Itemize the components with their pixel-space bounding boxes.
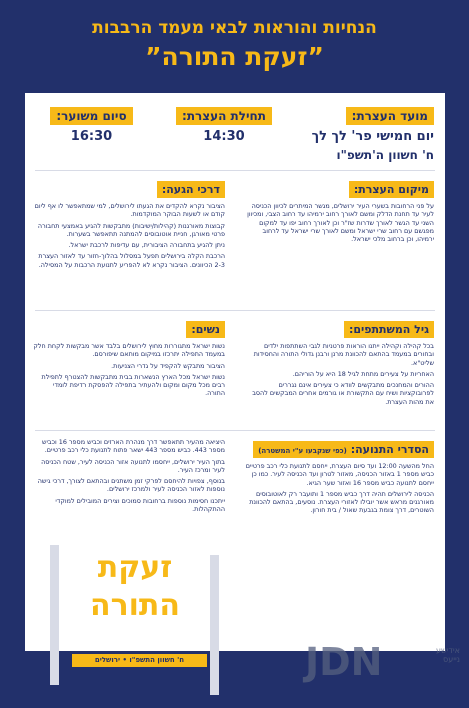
title-line2: ”זעקת התורה” (145, 42, 324, 71)
age-label: גיל המשתתפים: (344, 321, 434, 338)
jdn-watermark-sub (400, 646, 460, 664)
women-item: נשות ישראל מתגוררות מחוץ לירושלים בלבד אשר מבקשות לקחת חלק במעמד התפילה יתרכזו במיקום מותאם שיפורסם. (33, 342, 225, 359)
location-section (244, 178, 434, 243)
divider (35, 310, 435, 311)
access-item: הרכבת הקלה בירושלים תפעל במסלול בהלוך-חזור עד לאזור העצרת 2-3 הכיוונים. הציבור נקרא לא להפריע לתנועת הרכבות על המסילה. (38, 252, 225, 269)
logo-line5: ח' חשוון התשפ"ו • ירושלים (72, 654, 207, 667)
traffic-section (239, 438, 434, 518)
women-item: נשות ישראל מכל הארץ הנשארות בבית מתבקשות להצטרף לתפילת רבים מכל מקום ומקום ולהעתיר בתפילה להפסקת רדיפת לומדי התורה. (41, 372, 225, 398)
age-section (244, 318, 434, 409)
end-value: 16:30 (70, 129, 113, 144)
logo-line2: התורה (89, 588, 181, 623)
access-label: דרכי הגעה: (157, 181, 225, 198)
start-label: תחילת העצרת: (176, 107, 272, 125)
traffic-note: (כפי שנקבעו ע"י המשטרה) (258, 447, 347, 455)
divider (35, 430, 435, 431)
traffic2-item: היציאה מהעיר תתאפשר דרך מנהרת הארזים וכביש מספר 16 וכביש מספר 443. כביש מספר 443 ישאר פתוח לתנועת כלי רכב פרטיים. (41, 438, 225, 455)
jdn-watermark: JDN (305, 640, 383, 684)
title-line1: הנחיות והוראות לבאי מעמד הרבבות (92, 18, 377, 38)
women-section (33, 318, 225, 401)
access-item: קבוצות מאורגנות (קהילות/ישיבות) מתבקשות להגיע באמצעי תחבורה פרטי מאורגן, חניית אוטובוסים להמתנה תתאפשר בשערות. (37, 221, 225, 238)
women-label: נשים: (186, 321, 225, 338)
age-item: האחריות על צעירים מתחת לגיל 18 היא על הוריהם. (292, 369, 434, 378)
logo-line3: מעמד רבבות אלפי ישראל (81, 626, 189, 636)
access-item: ניתן להגיע בתחבורה הציבורית, עם עדיפות לרכבת ישראל. (68, 241, 225, 250)
traffic-label (253, 441, 434, 458)
start-value: 14:30 (203, 129, 245, 144)
info-date (294, 105, 434, 162)
age-item: ההורים והמחנכים מתבקשים לוודא כי צעירים אינם נגררים לפרובוקציות ושיח עם התקשורת או גורמים אחרים המבקשים להסב את מהות העצרת. (252, 381, 434, 406)
info-end (34, 105, 149, 144)
date-value2: ח' חשוון ה'תשפ"ו (336, 148, 434, 162)
info-start (169, 105, 279, 144)
traffic-cont-section (33, 434, 225, 516)
traffic2-item: בתוך העיר ירושלים, ייחסמו לתנועה אזור הכניסה לעיר, שטח הכניסה לעיר ומרכז העיר. (41, 457, 225, 474)
location-text: על פני הרחובות בשערי העיר ירושלים, מגשר המיתרים לכיוון הכניסה לעיר עד תחנת הדלק ומשם לאורך רחוב ירמיהו עד רחוב הצבי, ומכיוון השני עד הגשר לאורך שדרות שז"ר וכן לאורך רחוב יפו עד למקום מפגשם עם רחוב שרי ישראל ומשם לאורך שרי ישראל עד לרחוב ירמיהו, וכן ברחוב מלכי ישראל. (247, 202, 434, 244)
traffic-item: החל מהשעה 12:00 ועד סיום העצרת, ייחסם לתנועת כלי רכב פרטיים כביש מספר 1 באזור הכניסה, מאזור לטרון ועד הכניסה לעיר. כמו כן ייחסם לתנועה כביש מספר 16 ואזור שער הגיא. (245, 462, 434, 487)
access-item: הציבור נקרא להקדים את הגעתו לירושלים, למי שמתאפשר לו אף ליום קודם או לשעות הבוקר המוקדמות. (34, 202, 225, 219)
date-label: מועד העצרת: (346, 107, 434, 125)
divider (35, 170, 435, 171)
access-section (33, 178, 225, 272)
traffic-item: הכניסה לירושלים תהיה דרך כביש מספר 1 ותועבר רק לאוטובוסים מאורגנים מראש אשר יובילו לאזורי העצרת. נוסעים, בהתאם להכוונת השוטרים, דרך צומת בגבעת שאול / בית חורון. (249, 489, 434, 515)
women-item: הציבור מתבקש להקפיד על גדרי הצניעות. (111, 361, 225, 370)
date-value1: יום חמישי פר' לך לך (311, 129, 434, 144)
traffic2-item: ייתכנו חסימות נוספות ברחובות סמוכים וצירים המובילים למוקדי ההתקהלות. (55, 496, 225, 514)
candle-icon (50, 545, 59, 685)
traffic-label-text: הסדרי התנועה: (350, 443, 429, 456)
location-label: מיקום העצרת: (349, 181, 434, 198)
logo-line4: נגד רדיפת לומדי התורה בארה"ק (79, 640, 201, 649)
logo-line1: זעקת (97, 550, 173, 585)
end-label: סיום משוער: (50, 107, 132, 125)
jdn-sub1: אידישע (436, 646, 460, 655)
candle-icon (210, 555, 219, 695)
traffic2-item: בנוסף, צפויות להיחסם לפרקי זמן משתנים ובהתאם לצורך, דרכי גישה נוספות לאזור הכניסה לעיר ולמרכז ירושלים. (37, 477, 225, 494)
jdn-sub2: נייעס (443, 655, 460, 664)
age-item: בכל קהילה וקהילה ייתנו הוראות פרטניות לגבי השתתפות ילדים ובחורים במעמד בהתאם להכוונת מרנן ורבנן גדולי התורה והחסידות שליט"א. (253, 342, 434, 367)
